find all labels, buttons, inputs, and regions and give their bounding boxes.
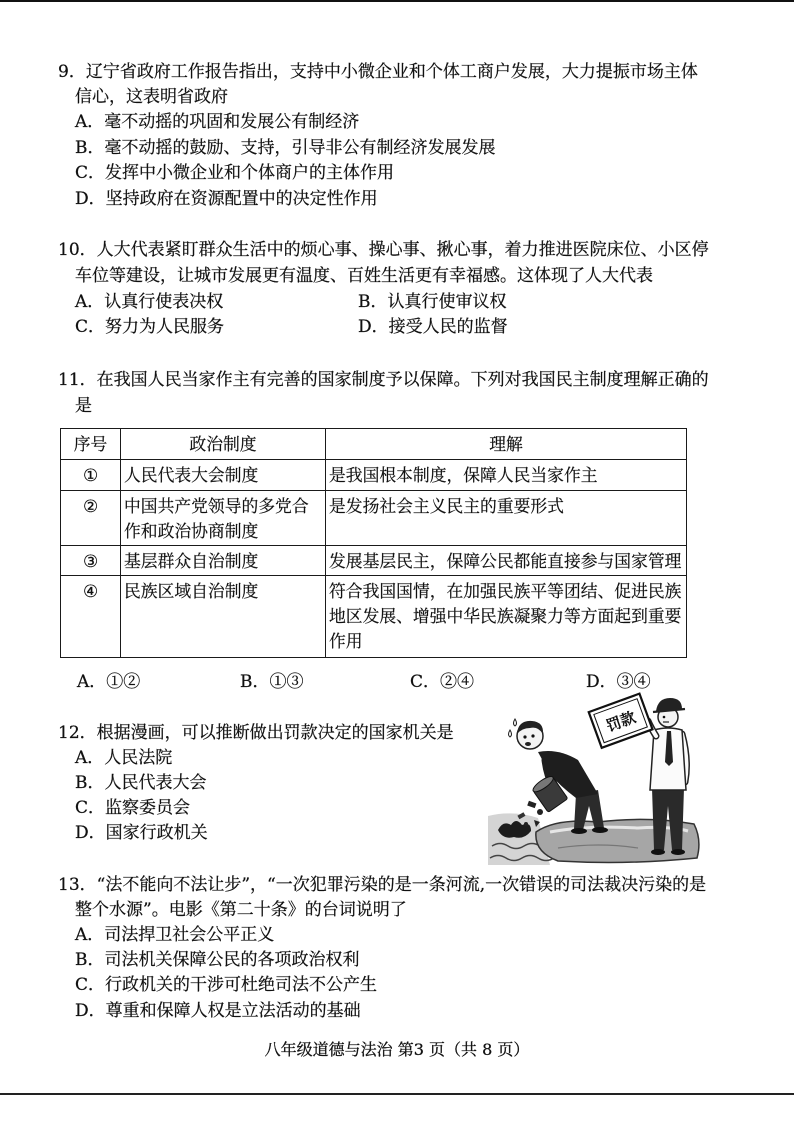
- row-system: [121, 491, 326, 546]
- option-b: [240, 670, 304, 694]
- option-text: 认真行使审议权: [387, 292, 507, 312]
- option-a: [77, 670, 140, 694]
- option-key: A．: [77, 672, 107, 692]
- question-number: 12．: [58, 723, 97, 743]
- option-d: [358, 315, 508, 339]
- option-text: 人民法院: [104, 748, 173, 768]
- polluter-eye: [531, 734, 534, 737]
- option-key: C．: [75, 163, 106, 183]
- option-text: 监察委员会: [105, 798, 191, 818]
- option-text: ①②: [106, 672, 141, 692]
- polluter-shoe: [592, 827, 608, 833]
- cell-line: 符合我国国情，在加强民族平等团结、促进民族: [329, 581, 682, 601]
- option-b: [75, 948, 360, 972]
- option-a: [75, 110, 359, 134]
- question-stem-text: 根据漫画，可以推断做出罚款决定的国家机关是: [96, 723, 454, 743]
- option-text: ③④: [616, 672, 651, 692]
- row-serial: ④: [61, 576, 121, 658]
- option-b: [358, 290, 507, 314]
- option-b: [75, 771, 207, 795]
- question-stem-text: 辽宁省政府工作报告指出，支持中小微企业和个体工商户发展，大力提振市场主体: [85, 62, 698, 82]
- option-text: 尊重和保障人权是立法活动的基础: [105, 1001, 361, 1021]
- option-key: D．: [75, 823, 106, 843]
- question-number: 9．: [58, 62, 86, 82]
- scan-top-edge: [0, 0, 794, 2]
- option-key: A．: [75, 925, 105, 945]
- option-key: C．: [75, 798, 106, 818]
- option-text: 坚持政府在资源配置中的决定性作用: [105, 189, 378, 209]
- scan-bottom-edge: [0, 1093, 794, 1095]
- question-stem-line: [58, 368, 709, 392]
- question-stem-line: 整个水源”。电影《第二十条》的台词说明了: [75, 900, 407, 920]
- option-c: [75, 161, 394, 185]
- cell-line: 民族区域自治制度: [124, 581, 259, 601]
- option-c: [410, 670, 474, 694]
- political-system-table: [60, 428, 687, 658]
- option-text: ②④: [440, 672, 475, 692]
- question-number: 10．: [58, 240, 97, 260]
- option-key: D．: [75, 189, 106, 209]
- question-stem-line: 车位等建设，让城市发展更有温度、百姓生活更有幸福感。这体现了人大代表: [75, 266, 653, 286]
- option-c: [75, 315, 224, 339]
- garbage-piece: [537, 809, 543, 815]
- option-key: D．: [358, 317, 389, 337]
- option-key: D．: [586, 672, 617, 692]
- option-d: [75, 821, 208, 845]
- question-stem-line: [58, 60, 698, 84]
- option-text: 努力为人民服务: [105, 317, 225, 337]
- header-understanding: 理解: [326, 429, 687, 460]
- header-system: 政治制度: [121, 429, 326, 460]
- option-text: 毫不动摇的鼓励、支持，引导非公有制经济发展发展: [104, 138, 496, 158]
- row-serial: ②: [61, 491, 121, 546]
- row-serial: ①: [61, 460, 121, 491]
- cell-line: 地区发展、增强中华民族凝聚力等方面起到重要: [329, 606, 682, 626]
- option-key: C．: [410, 672, 441, 692]
- polluter-mouth: [525, 742, 531, 746]
- option-key: B．: [240, 672, 270, 692]
- option-text: 毫不动摇的巩固和发展公有制经济: [104, 112, 360, 132]
- table-header-row: [61, 429, 687, 460]
- sweat-drop: [514, 719, 517, 726]
- question-stem-line: 信心，这表明省政府: [75, 87, 228, 107]
- garbage-piece: [524, 822, 528, 826]
- fine-sign: [589, 694, 653, 748]
- fine-sign-text: 罚款: [603, 708, 639, 736]
- row-understanding: [326, 491, 687, 546]
- table-row: [61, 546, 687, 576]
- option-text: 国家行政机关: [105, 823, 208, 843]
- option-key: C．: [75, 975, 106, 995]
- question-stem-text: “法不能向不法让步”，“一次犯罪污染的是一条河流,一次错误的司法裁决污染的是: [96, 875, 707, 895]
- table-row: [61, 576, 687, 658]
- option-key: A．: [75, 748, 105, 768]
- question-stem-text: 人大代表紧盯群众生活中的烦心事、操心事、揪心事，着力推进医院床位、小区停: [96, 240, 709, 260]
- option-b: [75, 136, 496, 160]
- cell-line: 作和政治协商制度: [124, 521, 259, 541]
- question-stem-line: [58, 721, 454, 745]
- option-c: [75, 796, 190, 820]
- option-d: [75, 187, 378, 211]
- option-a: [75, 290, 223, 314]
- option-key: A．: [75, 112, 105, 132]
- option-key: B．: [75, 138, 105, 158]
- row-understanding: [326, 460, 687, 491]
- question-stem-line: [58, 873, 706, 897]
- question-stem-text: 在我国人民当家作主有完善的国家制度予以保障。下列对我国民主制度理解正确的: [96, 370, 709, 390]
- cell-line: 基层群众自治制度: [124, 551, 259, 571]
- garbage-piece: [527, 801, 536, 808]
- option-key: B．: [358, 292, 388, 312]
- cell-line: 发展基层民主，保障公民都能直接参与国家管理: [329, 551, 682, 571]
- table-row: [61, 460, 687, 491]
- row-system: [121, 460, 326, 491]
- option-a: [75, 746, 172, 770]
- polluter-shoe: [571, 828, 587, 834]
- cell-line: 人民代表大会制度: [124, 465, 259, 485]
- option-key: A．: [75, 292, 105, 312]
- question-number: 11．: [58, 370, 97, 390]
- option-c: [75, 973, 377, 997]
- option-a: [75, 923, 274, 947]
- option-text: 行政机关的干涉可杜绝司法不公产生: [105, 975, 378, 995]
- option-text: 接受人民的监督: [388, 317, 508, 337]
- cell-line: 是发扬社会主义民主的重要形式: [329, 496, 564, 516]
- question-number: 13．: [58, 875, 97, 895]
- officer-shoe: [651, 849, 665, 855]
- row-system: [121, 576, 326, 658]
- sweat-drop: [509, 730, 512, 737]
- question-stem-line: 是: [75, 396, 92, 416]
- option-key: C．: [75, 317, 106, 337]
- option-text: 人民代表大会: [104, 773, 207, 793]
- cell-line: 中国共产党领导的多党合: [124, 496, 309, 516]
- table-row: [61, 491, 687, 546]
- option-key: B．: [75, 773, 105, 793]
- option-d: [75, 999, 361, 1023]
- cell-line: 是我国根本制度，保障人民当家作主: [329, 465, 598, 485]
- officer-shoe: [671, 849, 685, 855]
- option-text: 司法机关保障公民的各项政治权利: [104, 950, 360, 970]
- row-serial: ③: [61, 546, 121, 576]
- row-understanding: [326, 546, 687, 576]
- option-key: B．: [75, 950, 105, 970]
- option-text: 发挥中小微企业和个体商户的主体作用: [105, 163, 395, 183]
- header-serial: 序号: [61, 429, 121, 460]
- row-system: [121, 546, 326, 576]
- option-text: ①③: [269, 672, 304, 692]
- page-footer: 八年级道德与法治 第3 页（共 8 页）: [264, 1040, 530, 1059]
- question-stem-line: [58, 238, 709, 262]
- option-text: 认真行使表决权: [104, 292, 224, 312]
- option-text: 司法捍卫社会公平正义: [104, 925, 275, 945]
- cell-line: 作用: [329, 631, 363, 651]
- option-key: D．: [75, 1001, 106, 1021]
- polluter-eye: [523, 735, 526, 738]
- row-understanding: [326, 576, 687, 658]
- cartoon-illustration: [488, 690, 703, 865]
- officer-eye: [663, 716, 666, 719]
